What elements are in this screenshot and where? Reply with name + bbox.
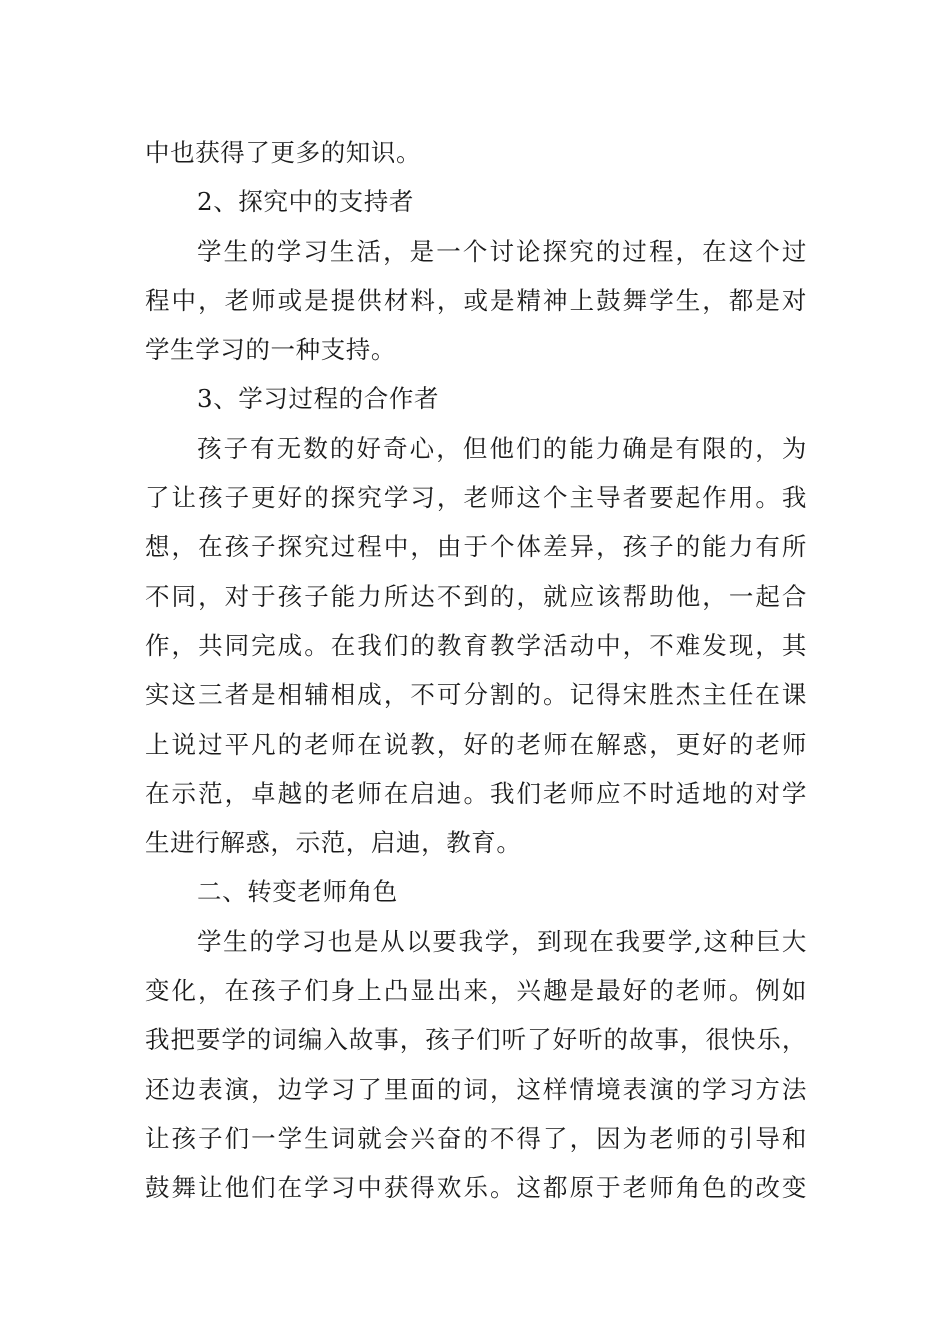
- text-line: 中也获得了更多的知识。: [145, 138, 422, 167]
- text-line: 了让孩子更好的探究学习，老师这个主导者要起作用。我: [145, 483, 807, 513]
- text-line: 作，共同完成。在我们的教育教学活动中，不难发现，其: [145, 630, 807, 660]
- text-line: 实这三者是相辅相成，不可分割的。记得宋胜杰主任在课: [145, 680, 807, 710]
- text-line: 学生的学习生活，是一个讨论探究的过程，在这个过: [197, 236, 807, 266]
- text-line: 变化，在孩子们身上凸显出来，兴趣是最好的老师。例如: [145, 976, 807, 1006]
- text-line: 上说过平凡的老师在说教，好的老师在解惑，更好的老师: [145, 729, 807, 759]
- text-line: 生进行解惑，示范，启迪，教育。: [145, 828, 522, 858]
- document-body: [145, 128, 807, 1213]
- text-line: 让孩子们一学生词就会兴奋的不得了，因为老师的引导和: [145, 1123, 807, 1153]
- text-line: 不同，对于孩子能力所达不到的，就应该帮助他，一起合: [145, 581, 807, 611]
- text-line: 还边表演，边学习了里面的词，这样情境表演的学习方法: [145, 1074, 807, 1104]
- text-line: 程中，老师或是提供材料，或是精神上鼓舞学生，都是对: [145, 285, 807, 315]
- section-heading: 3、学习过程的合作者: [197, 384, 440, 414]
- section-heading: 2、探究中的支持者: [197, 187, 414, 217]
- text-line: 学生学习的一种支持。: [145, 335, 396, 365]
- text-line: 在示范，卓越的老师在启迪。我们老师应不时适地的对学: [145, 778, 807, 808]
- text-line: 鼓舞让他们在学习中获得欢乐。这都原于老师角色的改变: [145, 1173, 807, 1203]
- text-line: 想，在孩子探究过程中，由于个体差异，孩子的能力有所: [145, 532, 807, 562]
- text-line: 学生的学习也是从以要我学，到现在我要学,这种巨大: [197, 926, 807, 956]
- text-line: 我把要学的词编入故事，孩子们听了好听的故事，很快乐，: [145, 1025, 807, 1055]
- section-heading: 二、转变老师角色: [197, 877, 398, 907]
- text-line: 孩子有无数的好奇心，但他们的能力确是有限的，为: [197, 433, 807, 463]
